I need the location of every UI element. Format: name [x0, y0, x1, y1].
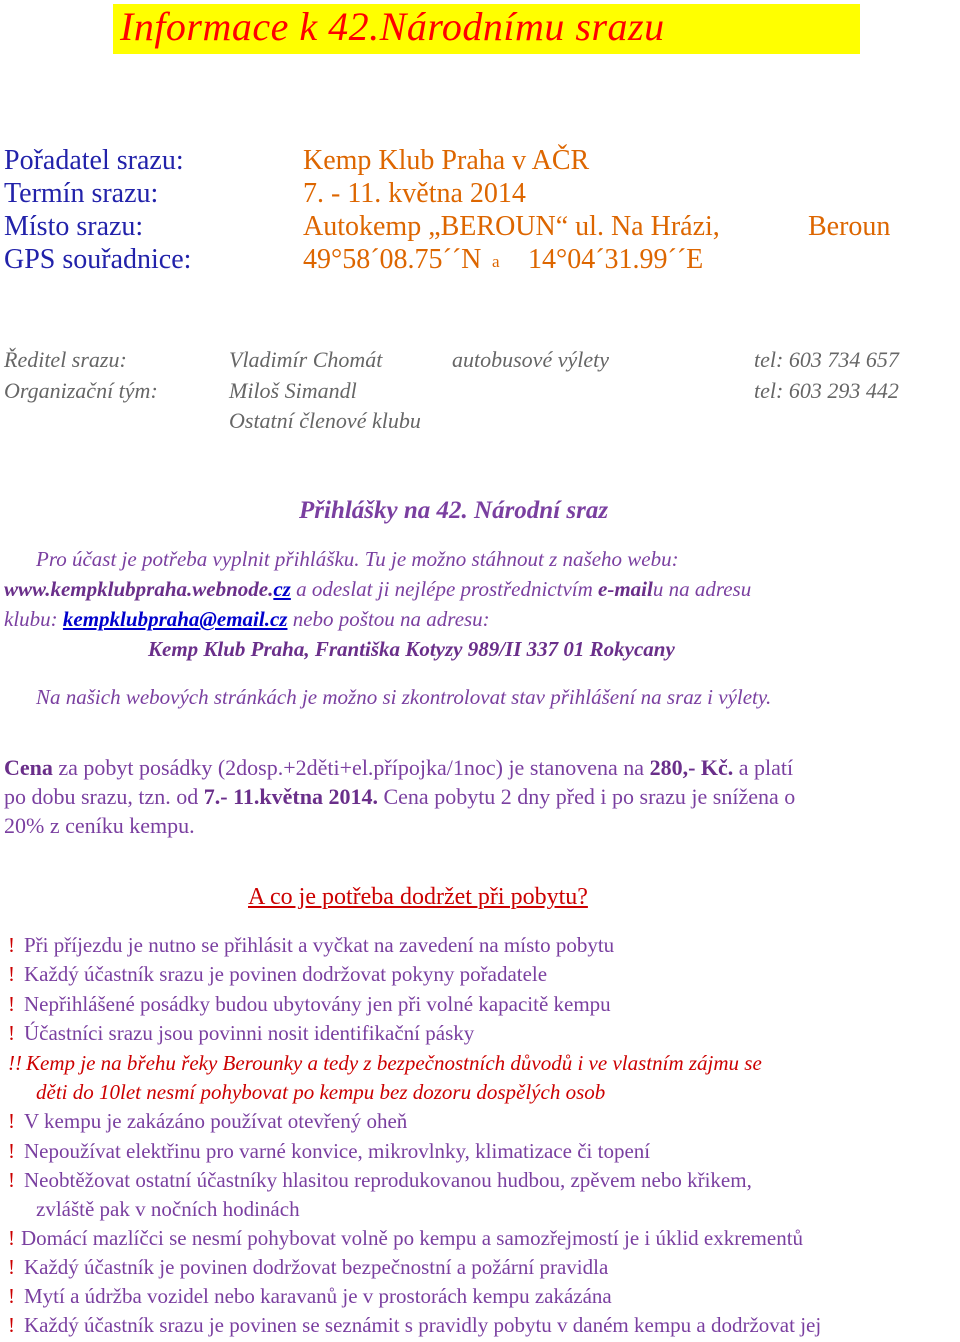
organizer-label: Pořadatel srazu:	[4, 145, 184, 176]
rule-item	[8, 990, 611, 1019]
rules-heading: A co je potřeba dodržet při pobytu?	[248, 884, 588, 910]
exclamation-icon: !	[8, 1109, 15, 1133]
place-city: Beroun	[808, 211, 891, 242]
price-line-1	[4, 753, 793, 782]
price-line-3: 20% z ceníku kempu.	[4, 813, 195, 838]
registration-line-1: Pro účast je potřeba vyplnit přihlášku. Tu je možno stáhnout z našeho webu:	[36, 547, 679, 571]
rule-item	[8, 931, 614, 960]
rule-text: Neobtěžovat ostatní účastníky hlasitou reprodukovanou hudbou, zpěvem nebo křikem,	[24, 1168, 752, 1192]
double-exclamation-icon: !!	[8, 1051, 22, 1075]
rule-text: Každý účastník je povinen dodržovat bezpečnostní a požární pravidla	[24, 1255, 609, 1279]
registration-line-2-mid: a odeslat ji nejlépe prostřednictvím	[290, 577, 599, 601]
exclamation-icon: !	[8, 1139, 15, 1163]
term-value: 7. - 11. května 2014	[303, 178, 526, 209]
gps-label: GPS souřadnice:	[4, 244, 192, 275]
registration-line-3	[4, 605, 490, 634]
website-link[interactable]: cz	[273, 577, 291, 601]
rule-text: Každý účastník srazu je povinen dodržovat pokyny pořadatele	[24, 962, 548, 986]
rule-text: Mytí a údržba vozidel nebo karavanů je v prostorách kempu zakázána	[24, 1284, 612, 1308]
email-word: e-mail	[598, 577, 653, 601]
web-status-note: Na našich webových stránkách je možno si zkontrolovat stav přihlášení na sraz i výlety.	[36, 685, 772, 709]
price-line-2-start: po dobu srazu, tzn. od	[4, 784, 204, 809]
registration-line-2-end: u na adresu	[652, 577, 752, 601]
rule-item	[8, 1224, 803, 1253]
rule-text: Každý účastník srazu je povinen se seznámit s pravidly pobytu v daném kempu a dodržovat jej	[24, 1313, 822, 1337]
rule-text: Nepoužívat elektřinu pro varné konvice, mikrovlnky, klimatizace či topení	[24, 1139, 651, 1163]
gps-north: 49°58´08.75´´N	[303, 244, 482, 275]
rule-item-warning	[8, 1049, 762, 1078]
price-line-1-end: a platí	[733, 755, 794, 780]
team-tel: tel: 603 293 442	[754, 378, 899, 403]
rule-item	[8, 1282, 612, 1311]
director-role: autobusové výlety	[452, 347, 609, 372]
page-title: Informace k 42.Národnímu srazu	[120, 4, 665, 49]
rule-text: Domácí mazlíčci se nesmí pohybovat volně po kempu a samozřejmostí je i úklid exkrementů	[21, 1226, 804, 1250]
place-value: Autokemp „BEROUN“ ul. Na Hrázi,	[303, 211, 720, 242]
email-link[interactable]: kempklubpraha@email.cz	[62, 607, 288, 631]
rule-item	[8, 1107, 407, 1136]
registration-line-3-start: klubu:	[4, 607, 63, 631]
gps-east: 14°04´31.99´´E	[528, 244, 704, 275]
rule-item	[8, 1311, 821, 1340]
exclamation-icon: !	[8, 1226, 15, 1250]
director-name: Vladimír Chomát	[229, 347, 383, 372]
rule-text: zvláště pak v nočních hodinách	[36, 1197, 300, 1221]
exclamation-icon: !	[8, 1255, 15, 1279]
director-tel: tel: 603 734 657	[754, 347, 899, 372]
rule-item-warning-continued	[8, 1078, 605, 1107]
registration-heading: Přihlášky na 42. Národní sraz	[299, 497, 609, 524]
rule-text: V kempu je zakázáno používat otevřený oheň	[24, 1109, 408, 1133]
place-label: Místo srazu:	[4, 211, 144, 242]
rule-text: Při příjezdu je nutno se přihlásit a vyčkat na zavedení na místo pobytu	[24, 933, 615, 957]
exclamation-icon: !	[8, 933, 15, 957]
price-line-2	[4, 782, 795, 811]
rule-item	[8, 1253, 608, 1282]
exclamation-icon: !	[8, 1168, 15, 1192]
postal-address: Kemp Klub Praha, Františka Kotyzy 989/II 337 01 Rokycany	[148, 637, 675, 661]
rule-item	[8, 960, 547, 989]
price-line-2-end: Cena pobytu 2 dny před i po srazu je snížena o	[377, 784, 796, 809]
exclamation-icon: !	[8, 962, 15, 986]
organizer-value: Kemp Klub Praha v AČR	[303, 145, 590, 176]
rule-item-continued	[8, 1195, 300, 1224]
rule-text: Nepřihlášené posádky budou ubytovány jen při volné kapacitě kempu	[24, 992, 611, 1016]
rule-text: děti do 10let nesmí pohybovat po kempu bez dozoru dospělých osob	[36, 1080, 606, 1104]
exclamation-icon: !	[8, 1284, 15, 1308]
registration-line-2	[4, 575, 751, 604]
rule-text: Kemp je na břehu řeky Berounky a tedy z bezpečnostních důvodů i ve vlastním zájmu se	[26, 1051, 762, 1075]
exclamation-icon: !	[8, 1021, 15, 1045]
director-label: Ředitel srazu:	[4, 347, 127, 372]
registration-line-3-end: nebo poštou na adresu:	[287, 607, 490, 631]
rule-item	[8, 1019, 474, 1048]
rule-item	[8, 1137, 650, 1166]
gps-and: a	[492, 252, 500, 271]
price-label: Cena	[4, 755, 53, 780]
team-others: Ostatní členové klubu	[229, 408, 421, 433]
website-text: www.kempklubpraha.webnode.	[4, 577, 274, 601]
rule-text: Účastníci srazu jsou povinni nosit identifikační pásky	[24, 1021, 475, 1045]
exclamation-icon: !	[8, 1313, 15, 1337]
exclamation-icon: !	[8, 992, 15, 1016]
term-label: Termín srazu:	[4, 178, 159, 209]
price-amount: 280,- Kč.	[649, 755, 734, 780]
rule-item	[8, 1166, 752, 1195]
price-dates: 7.- 11.května 2014.	[203, 784, 378, 809]
team-name: Miloš Simandl	[229, 378, 357, 403]
price-line-1-mid: za pobyt posádky (2dosp.+2děti+el.přípojka/1noc) je stanovena na	[52, 755, 650, 780]
team-label: Organizační tým:	[4, 378, 158, 403]
